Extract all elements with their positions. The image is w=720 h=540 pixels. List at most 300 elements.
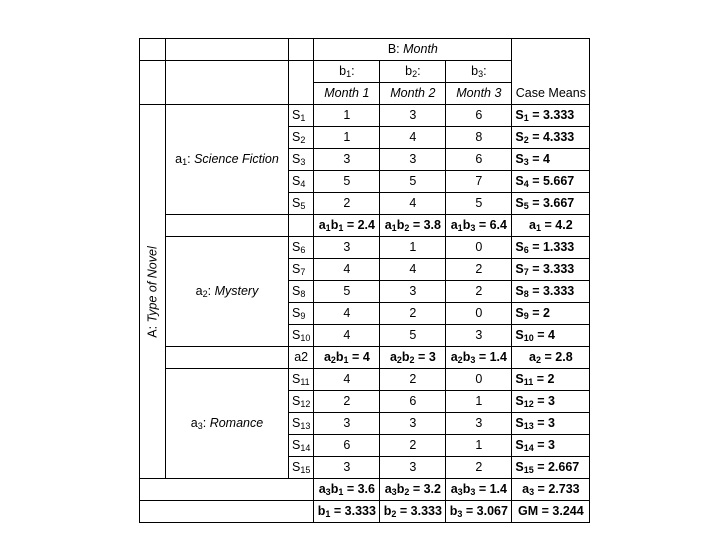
text: 5.667 (542, 174, 575, 188)
text: Type of Novel (145, 245, 159, 322)
text: = (409, 218, 424, 232)
text: A: (145, 321, 159, 338)
subject-row (140, 369, 590, 391)
text: b (401, 350, 410, 364)
text: 2 (404, 223, 410, 233)
text: 3.333 (344, 504, 376, 518)
blank-cell (166, 215, 289, 237)
cell-mean (380, 215, 446, 237)
text: a (384, 482, 392, 496)
blank-cell (166, 347, 289, 369)
column-mean (446, 501, 512, 523)
subject-id (289, 105, 314, 127)
text: 1 (300, 113, 306, 123)
score-cell: 3 (380, 281, 446, 303)
score-cell: 4 (314, 369, 380, 391)
text: = (541, 350, 556, 364)
text: b (330, 218, 339, 232)
factor-a-label (142, 246, 163, 338)
subject-id (289, 281, 314, 303)
text: Romance (209, 416, 264, 430)
text: 1.4 (489, 350, 507, 364)
text: Mystery (214, 284, 259, 298)
text: 9 (523, 311, 529, 321)
text: 12 (523, 399, 534, 409)
text: a (522, 482, 530, 496)
blank-cell (166, 39, 289, 61)
text: 2.667 (547, 460, 580, 474)
score-cell: 3 (314, 149, 380, 171)
text: 4.2 (555, 218, 573, 232)
score-cell: 0 (446, 369, 512, 391)
subject-id (289, 259, 314, 281)
case-mean (512, 391, 590, 413)
score-cell: 5 (314, 171, 380, 193)
row-label-cell (289, 215, 314, 237)
text: S (292, 284, 301, 298)
text: 1 (391, 223, 397, 233)
cell-mean (446, 347, 512, 369)
score-cell: 4 (380, 259, 446, 281)
text: 3 (547, 438, 555, 452)
text: 10 (523, 333, 534, 343)
text: S (292, 152, 301, 166)
text: 1 (338, 223, 344, 233)
score-cell: 3 (380, 413, 446, 435)
text: S (292, 196, 301, 210)
text: 11 (300, 377, 310, 387)
text: = (330, 504, 345, 518)
text: b (462, 482, 471, 496)
subject-id (289, 127, 314, 149)
blank-cell (140, 61, 166, 105)
text: 3 (197, 421, 203, 431)
text: = (475, 482, 490, 496)
text: a (195, 284, 203, 298)
text: a (323, 350, 331, 364)
text: S (515, 372, 524, 386)
score-cell: 6 (446, 105, 512, 127)
score-cell: 7 (446, 171, 512, 193)
text: S (292, 262, 301, 276)
text: 3.333 (542, 262, 575, 276)
text: 2 (396, 355, 402, 365)
text: 1 (523, 113, 529, 123)
subject-id (289, 303, 314, 325)
score-cell: 3 (380, 149, 446, 171)
score-cell: 3 (314, 457, 380, 479)
case-mean (512, 171, 590, 193)
score-cell: 2 (446, 457, 512, 479)
case-mean (512, 127, 590, 149)
text: 2 (409, 355, 415, 365)
blank-cell (289, 61, 314, 105)
text: = (528, 196, 543, 210)
score-cell: 6 (314, 435, 380, 457)
text: = (528, 240, 543, 254)
score-cell: 1 (380, 237, 446, 259)
group-mean (512, 479, 590, 501)
text: 1 (182, 157, 188, 167)
text: S (515, 262, 524, 276)
text: 2.8 (555, 350, 573, 364)
score-cell: 3 (380, 105, 446, 127)
month-2-label: Month 2 (380, 83, 446, 105)
subject-id (289, 413, 314, 435)
blank-cell (166, 61, 289, 105)
text: a (450, 218, 458, 232)
subject-row (140, 237, 590, 259)
text: 2 (330, 355, 336, 365)
cell-mean (314, 215, 380, 237)
score-cell: 4 (314, 259, 380, 281)
text: = (475, 350, 490, 364)
subject-id (289, 237, 314, 259)
text: 3 (547, 416, 555, 430)
score-cell: 2 (446, 281, 512, 303)
score-cell: 2 (314, 193, 380, 215)
text: 3 (470, 487, 476, 497)
text: 1 (338, 487, 344, 497)
factor-a-label-cell (140, 105, 166, 479)
text: 14 (523, 443, 534, 453)
text: 3 (470, 223, 476, 233)
text: S (292, 306, 301, 320)
text: Science Fiction (194, 152, 279, 166)
table-body (140, 39, 590, 523)
score-cell: 1 (314, 105, 380, 127)
subject-id (289, 193, 314, 215)
score-cell: 1 (314, 127, 380, 149)
text: 11 (523, 377, 534, 387)
text: a (318, 218, 326, 232)
cell-mean (380, 347, 446, 369)
score-cell: 5 (446, 193, 512, 215)
text: 1.4 (489, 482, 507, 496)
text: = (533, 372, 548, 386)
text: S (292, 108, 301, 122)
factor-b-prefix: B: (387, 42, 404, 56)
score-cell: 4 (314, 303, 380, 325)
group-label-cell: $a_2$: Mystery (166, 237, 289, 347)
text: 3 (325, 487, 331, 497)
text: 3 (523, 157, 529, 167)
text: a (318, 482, 326, 496)
text: 1 (536, 223, 542, 233)
text: a (190, 416, 198, 430)
text: 3.2 (423, 482, 441, 496)
text: 3 (470, 355, 476, 365)
text: 2.4 (357, 218, 375, 232)
score-cell: 6 (380, 391, 446, 413)
case-mean (512, 149, 590, 171)
score-cell: 5 (314, 281, 380, 303)
cell-mean (446, 479, 512, 501)
text: 4 (362, 350, 370, 364)
text: b (317, 504, 326, 518)
text: S (515, 108, 524, 122)
blank-cell (140, 479, 314, 501)
group-label-cell: $a_1$: Science Fiction (166, 105, 289, 215)
text: 4.333 (542, 130, 575, 144)
group-label-cell: $a_3$: Romance (166, 369, 289, 479)
text: 4 (523, 179, 529, 189)
text: 1 (325, 223, 331, 233)
text: b (330, 482, 339, 496)
text: 2 (547, 372, 555, 386)
column-means-row (140, 501, 590, 523)
case-mean (512, 303, 590, 325)
text: 7 (300, 267, 306, 277)
text: 6 (300, 245, 306, 255)
text: 10 (300, 333, 311, 343)
cell-mean (446, 215, 512, 237)
score-cell: 5 (380, 171, 446, 193)
text: a (529, 350, 536, 364)
text: 3.333 (542, 108, 575, 122)
subject-id (289, 369, 314, 391)
case-mean (512, 435, 590, 457)
text: a (450, 350, 458, 364)
text: a (529, 218, 536, 232)
text: S (515, 460, 524, 474)
text: a (175, 152, 183, 166)
text: 4 (542, 152, 550, 166)
score-cell: 5 (380, 325, 446, 347)
text: 4 (547, 328, 555, 342)
month-3-label: Month 3 (446, 83, 512, 105)
score-cell: 0 (446, 303, 512, 325)
text: b (335, 350, 344, 364)
score-cell: 3 (314, 237, 380, 259)
text: S (292, 240, 301, 254)
text: 7 (523, 267, 529, 277)
group-means-row (140, 347, 590, 369)
text: 3 (547, 394, 555, 408)
text: S (515, 438, 524, 452)
text: 3.8 (423, 218, 441, 232)
score-cell: 4 (314, 325, 380, 347)
subject-id (289, 457, 314, 479)
text: 5 (300, 201, 306, 211)
text: 1 (343, 355, 349, 365)
text: S (515, 306, 524, 320)
text: = (396, 504, 411, 518)
subject-row (140, 105, 590, 127)
text: = (528, 262, 543, 276)
text: 2 (542, 306, 550, 320)
text: 3.333 (542, 284, 575, 298)
text: = (348, 350, 363, 364)
text: S (515, 152, 524, 166)
text: 13 (300, 421, 311, 431)
text: 3.667 (542, 196, 575, 210)
cell-mean (380, 479, 446, 501)
cell-mean (314, 479, 380, 501)
text: b (462, 218, 471, 232)
text: S (292, 372, 301, 386)
text: GM (518, 504, 539, 518)
text: 3.244 (552, 504, 584, 518)
text: = (533, 438, 548, 452)
subject-id (289, 149, 314, 171)
subject-id (289, 325, 314, 347)
text: S (515, 240, 524, 254)
text: S (515, 174, 524, 188)
text: = (528, 108, 543, 122)
text: 3 (457, 509, 463, 519)
case-mean (512, 325, 590, 347)
score-cell: 4 (380, 193, 446, 215)
score-cell: 1 (446, 435, 512, 457)
score-cell: 2 (380, 303, 446, 325)
text: 14 (300, 443, 311, 453)
text: b (449, 504, 458, 518)
score-cell: 2 (380, 369, 446, 391)
month-1-label: Month 1 (314, 83, 380, 105)
group-means-row (140, 479, 590, 501)
text: 2 (523, 135, 529, 145)
anova-data-table (139, 38, 590, 523)
text: 2 (391, 509, 397, 519)
text: 3 (428, 350, 436, 364)
subject-id (289, 391, 314, 413)
text: 5 (523, 201, 529, 211)
header-row-1 (140, 39, 590, 61)
text: 3.067 (476, 504, 508, 518)
text: = (414, 350, 429, 364)
text: = (534, 482, 549, 496)
score-cell: 0 (446, 237, 512, 259)
score-cell: 2 (314, 391, 380, 413)
score-cell: 3 (380, 457, 446, 479)
score-cell: 8 (446, 127, 512, 149)
case-mean (512, 457, 590, 479)
factor-b-header (314, 39, 512, 61)
text: S (292, 130, 301, 144)
text: 2 (457, 355, 463, 365)
text: S (515, 196, 524, 210)
score-cell: 3 (446, 413, 512, 435)
score-cell: 2 (446, 259, 512, 281)
text: 3 (391, 487, 397, 497)
cell-mean (314, 347, 380, 369)
text: 2 (202, 289, 208, 299)
text: 1 (457, 223, 463, 233)
text: = (343, 218, 358, 232)
text: S (292, 174, 301, 188)
case-means-header: Case Means (512, 39, 590, 105)
text: = (533, 416, 548, 430)
text: = (541, 218, 556, 232)
text: 3 (529, 487, 535, 497)
text: 9 (300, 311, 306, 321)
text: = (528, 174, 543, 188)
subject-id (289, 435, 314, 457)
blank-cell (140, 39, 166, 61)
factor-b-name: Month (403, 42, 438, 56)
row-label-cell: a2 (289, 347, 314, 369)
text: 12 (300, 399, 311, 409)
text: S (515, 328, 524, 342)
level-b1-code: $b_1$: (314, 61, 380, 83)
text: a (450, 482, 458, 496)
text: 2 (404, 487, 410, 497)
column-mean (380, 501, 446, 523)
text: S (515, 394, 524, 408)
case-mean (512, 259, 590, 281)
text: = (538, 504, 553, 518)
text: = (409, 482, 424, 496)
group-mean (512, 347, 590, 369)
text: S (515, 284, 524, 298)
text: b (396, 482, 405, 496)
text: S (515, 130, 524, 144)
case-mean (512, 193, 590, 215)
score-cell: 6 (446, 149, 512, 171)
subject-id (289, 171, 314, 193)
text: = (533, 460, 548, 474)
text: 6.4 (489, 218, 507, 232)
case-mean (512, 237, 590, 259)
case-mean (512, 413, 590, 435)
text: 15 (300, 465, 311, 475)
text: 1.333 (542, 240, 575, 254)
text: = (528, 152, 543, 166)
text: b (396, 218, 405, 232)
grand-mean (512, 501, 590, 523)
score-cell: 2 (380, 435, 446, 457)
text: S (292, 328, 301, 342)
text: 3.6 (357, 482, 375, 496)
blank-cell (140, 501, 314, 523)
score-cell: 3 (314, 413, 380, 435)
text: S (292, 416, 301, 430)
text: = (462, 504, 477, 518)
text: S (515, 416, 524, 430)
text: S (292, 460, 301, 474)
case-mean (512, 105, 590, 127)
text: 15 (523, 465, 534, 475)
case-mean (512, 369, 590, 391)
text: = (533, 394, 548, 408)
score-cell: 3 (446, 325, 512, 347)
text: = (528, 306, 543, 320)
text: b (383, 504, 392, 518)
text: = (533, 328, 548, 342)
text: 3.333 (410, 504, 442, 518)
text: a (389, 350, 397, 364)
blank-cell (289, 39, 314, 61)
group-means-row (140, 215, 590, 237)
text: 2 (300, 135, 306, 145)
text: S (292, 394, 301, 408)
text: = (475, 218, 490, 232)
text: = (528, 130, 543, 144)
text: 3 (457, 487, 463, 497)
text: 8 (523, 289, 529, 299)
text: S (292, 438, 301, 452)
text: 4 (300, 179, 306, 189)
text: 3 (300, 157, 306, 167)
score-cell: 4 (380, 127, 446, 149)
text: = (528, 284, 543, 298)
text: 6 (523, 245, 529, 255)
text: 1 (325, 509, 331, 519)
level-b2-code: $b_2$: (380, 61, 446, 83)
case-mean (512, 281, 590, 303)
group-mean (512, 215, 590, 237)
